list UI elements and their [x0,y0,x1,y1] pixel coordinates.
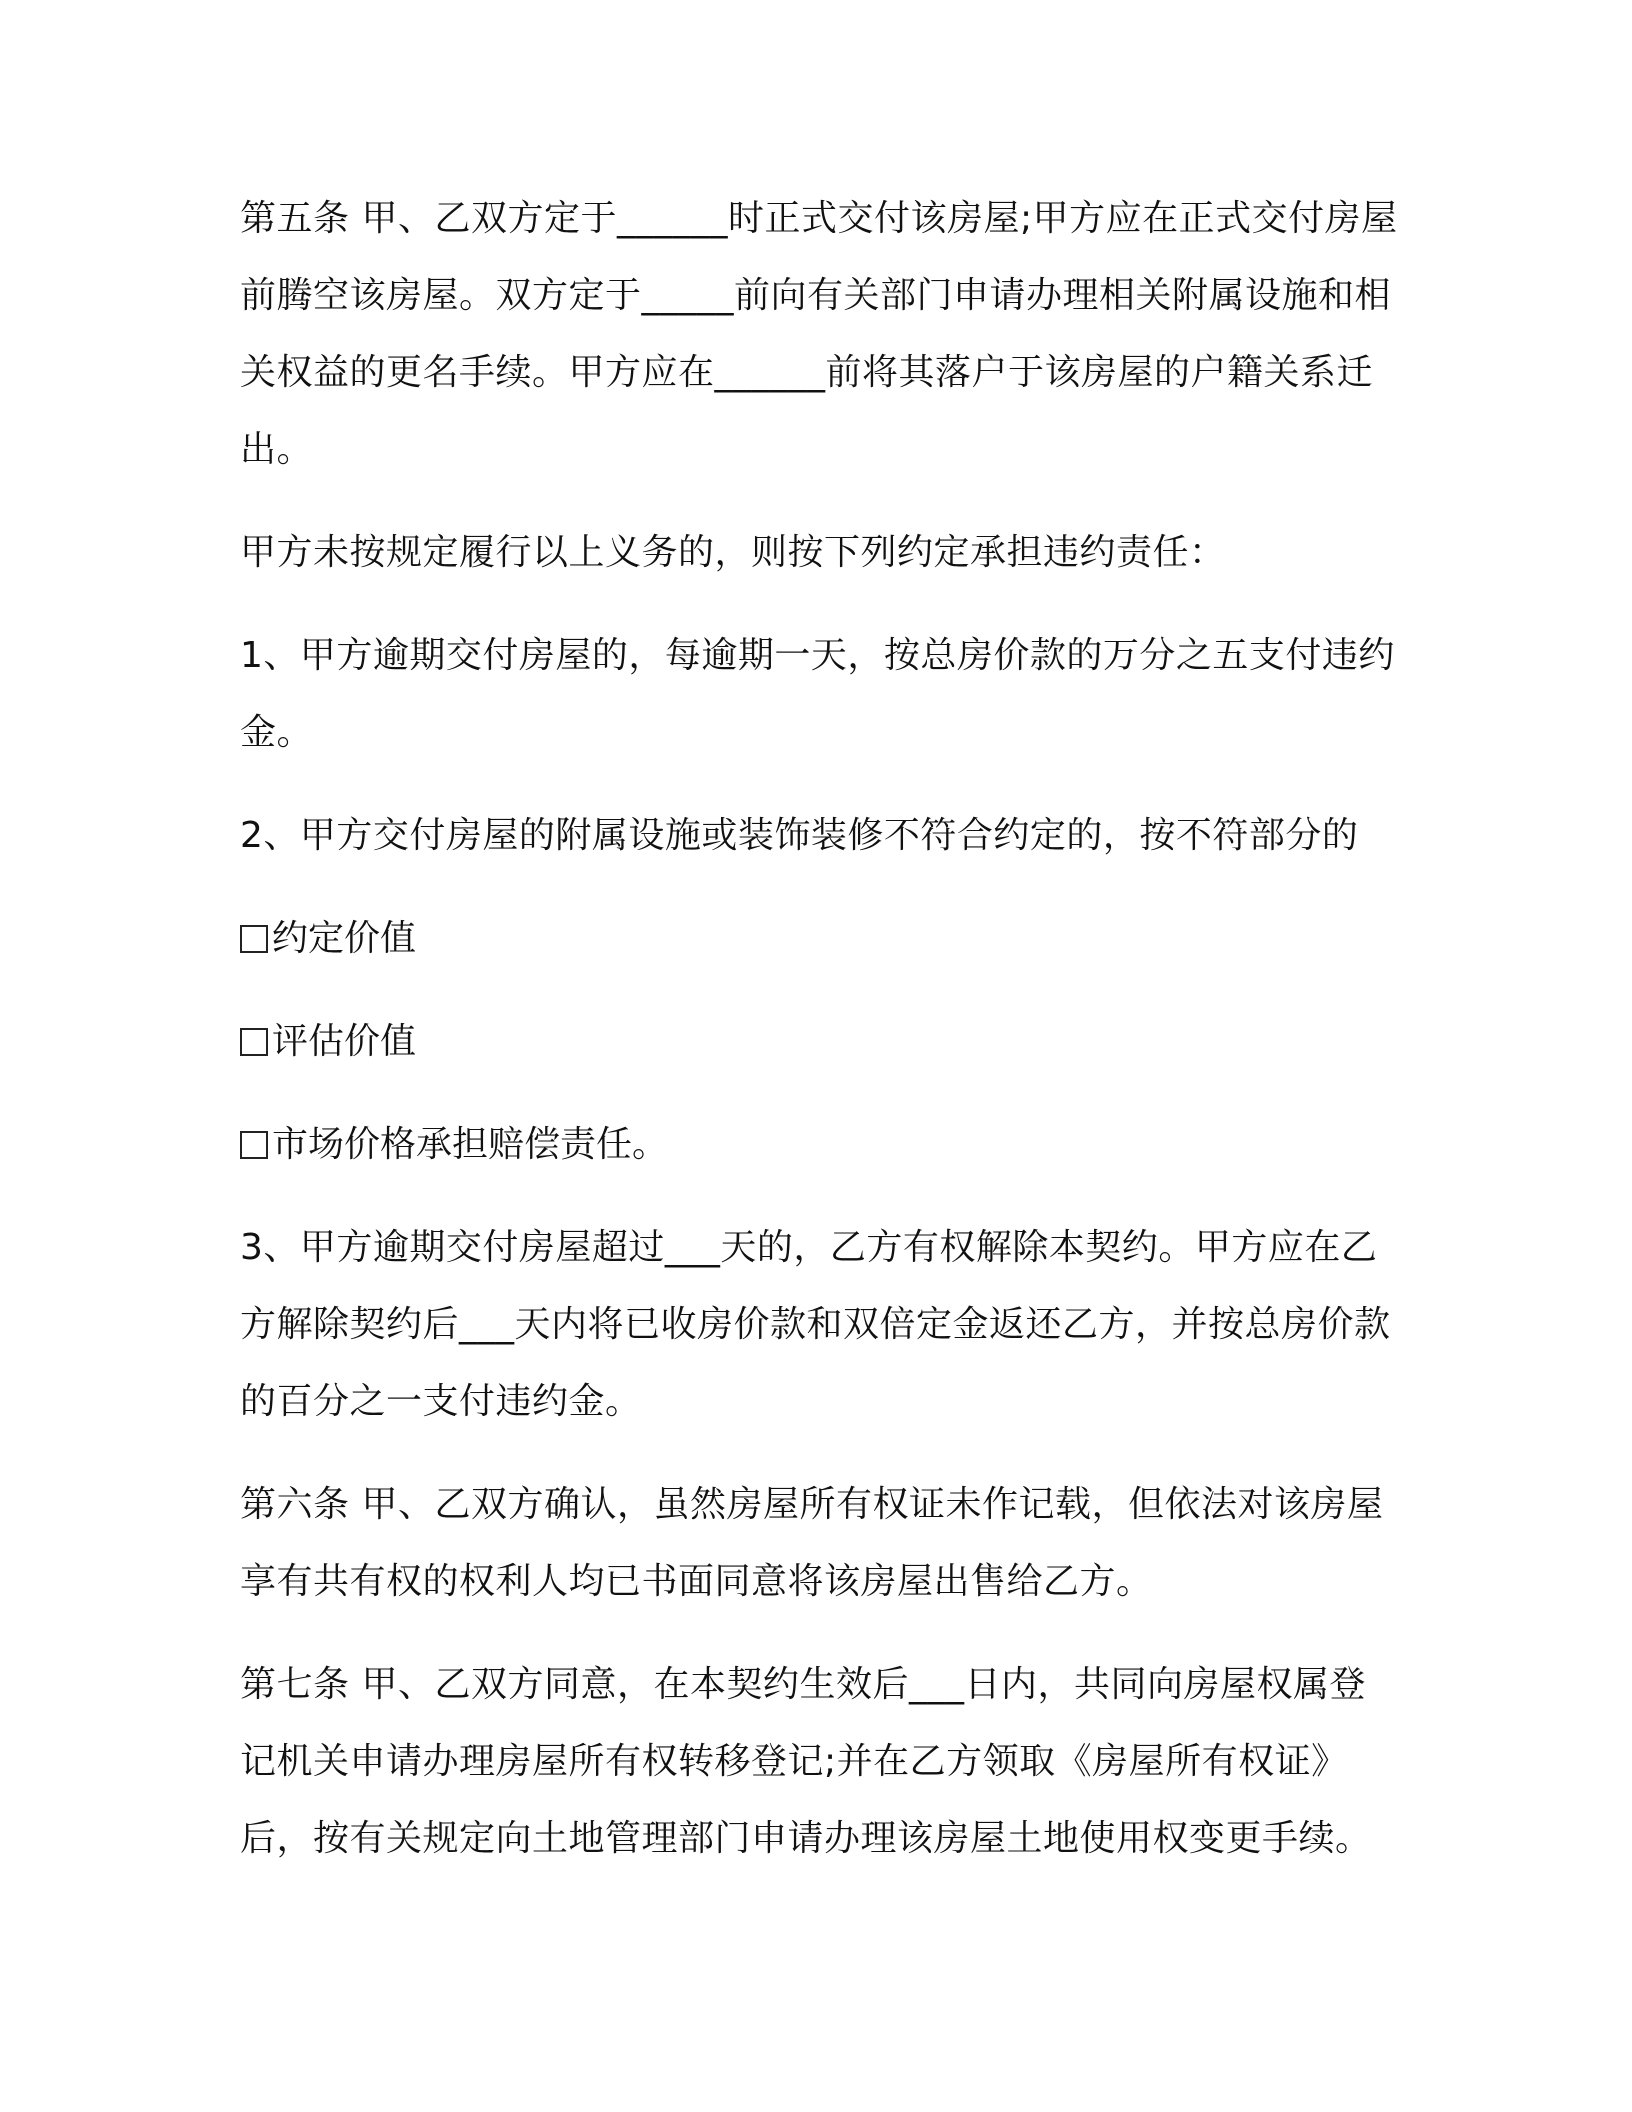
article-6-paragraph: 第六条 甲、乙双方确认，虽然房屋所有权证未作记载，但依法对该房屋享有共有权的权利人均已书面同意将该房屋出售给乙方。 [240,1484,1384,1602]
clause-1-paragraph: 1、甲方逾期交付房屋的，每逾期一天，按总房价款的万分之五支付违约金。 [240,635,1395,753]
breach-intro-paragraph: 甲方未按规定履行以上义务的，则按下列约定承担违约责任： [240,532,1226,573]
option-assessed-value [240,1003,1400,1080]
option-market-price [240,1106,1400,1183]
clause-2-paragraph: 2、甲方交付房屋的附属设施或装饰装修不符合约定的，按不符部分的 [240,815,1359,856]
document-page [240,180,1400,1903]
article-5-paragraph: 第五条 甲、乙双方定于______时正式交付该房屋;甲方应在正式交付房屋前腾空该房屋。双方定于_____前向有关部门申请办理相关附属设施和相关权益的更名手续。甲方应在______前将其落户于该房屋的户籍关系迁出。 [240,198,1398,470]
option-label: 评估价值 [272,1021,417,1062]
clause-3-paragraph: 3、甲方逾期交付房屋超过___天的，乙方有权解除本契约。甲方应在乙方解除契约后___天内将已收房价款和双倍定金返还乙方，并按总房价款的百分之一支付违约金。 [240,1227,1391,1422]
article-7-paragraph: 第七条 甲、乙双方同意，在本契约生效后___日内，共同向房屋权属登记机关申请办理房屋所有权转移登记;并在乙方领取《房屋所有权证》后，按有关规定向土地管理部门申请办理该房屋土地使用权变更手续。 [240,1664,1372,1859]
checkbox-icon[interactable] [240,1131,268,1159]
option-agreed-value [240,900,1400,977]
checkbox-icon[interactable] [240,1028,268,1056]
option-label: 市场价格承担赔偿责任。 [272,1124,669,1165]
checkbox-icon[interactable] [240,925,268,953]
option-label: 约定价值 [272,918,417,959]
